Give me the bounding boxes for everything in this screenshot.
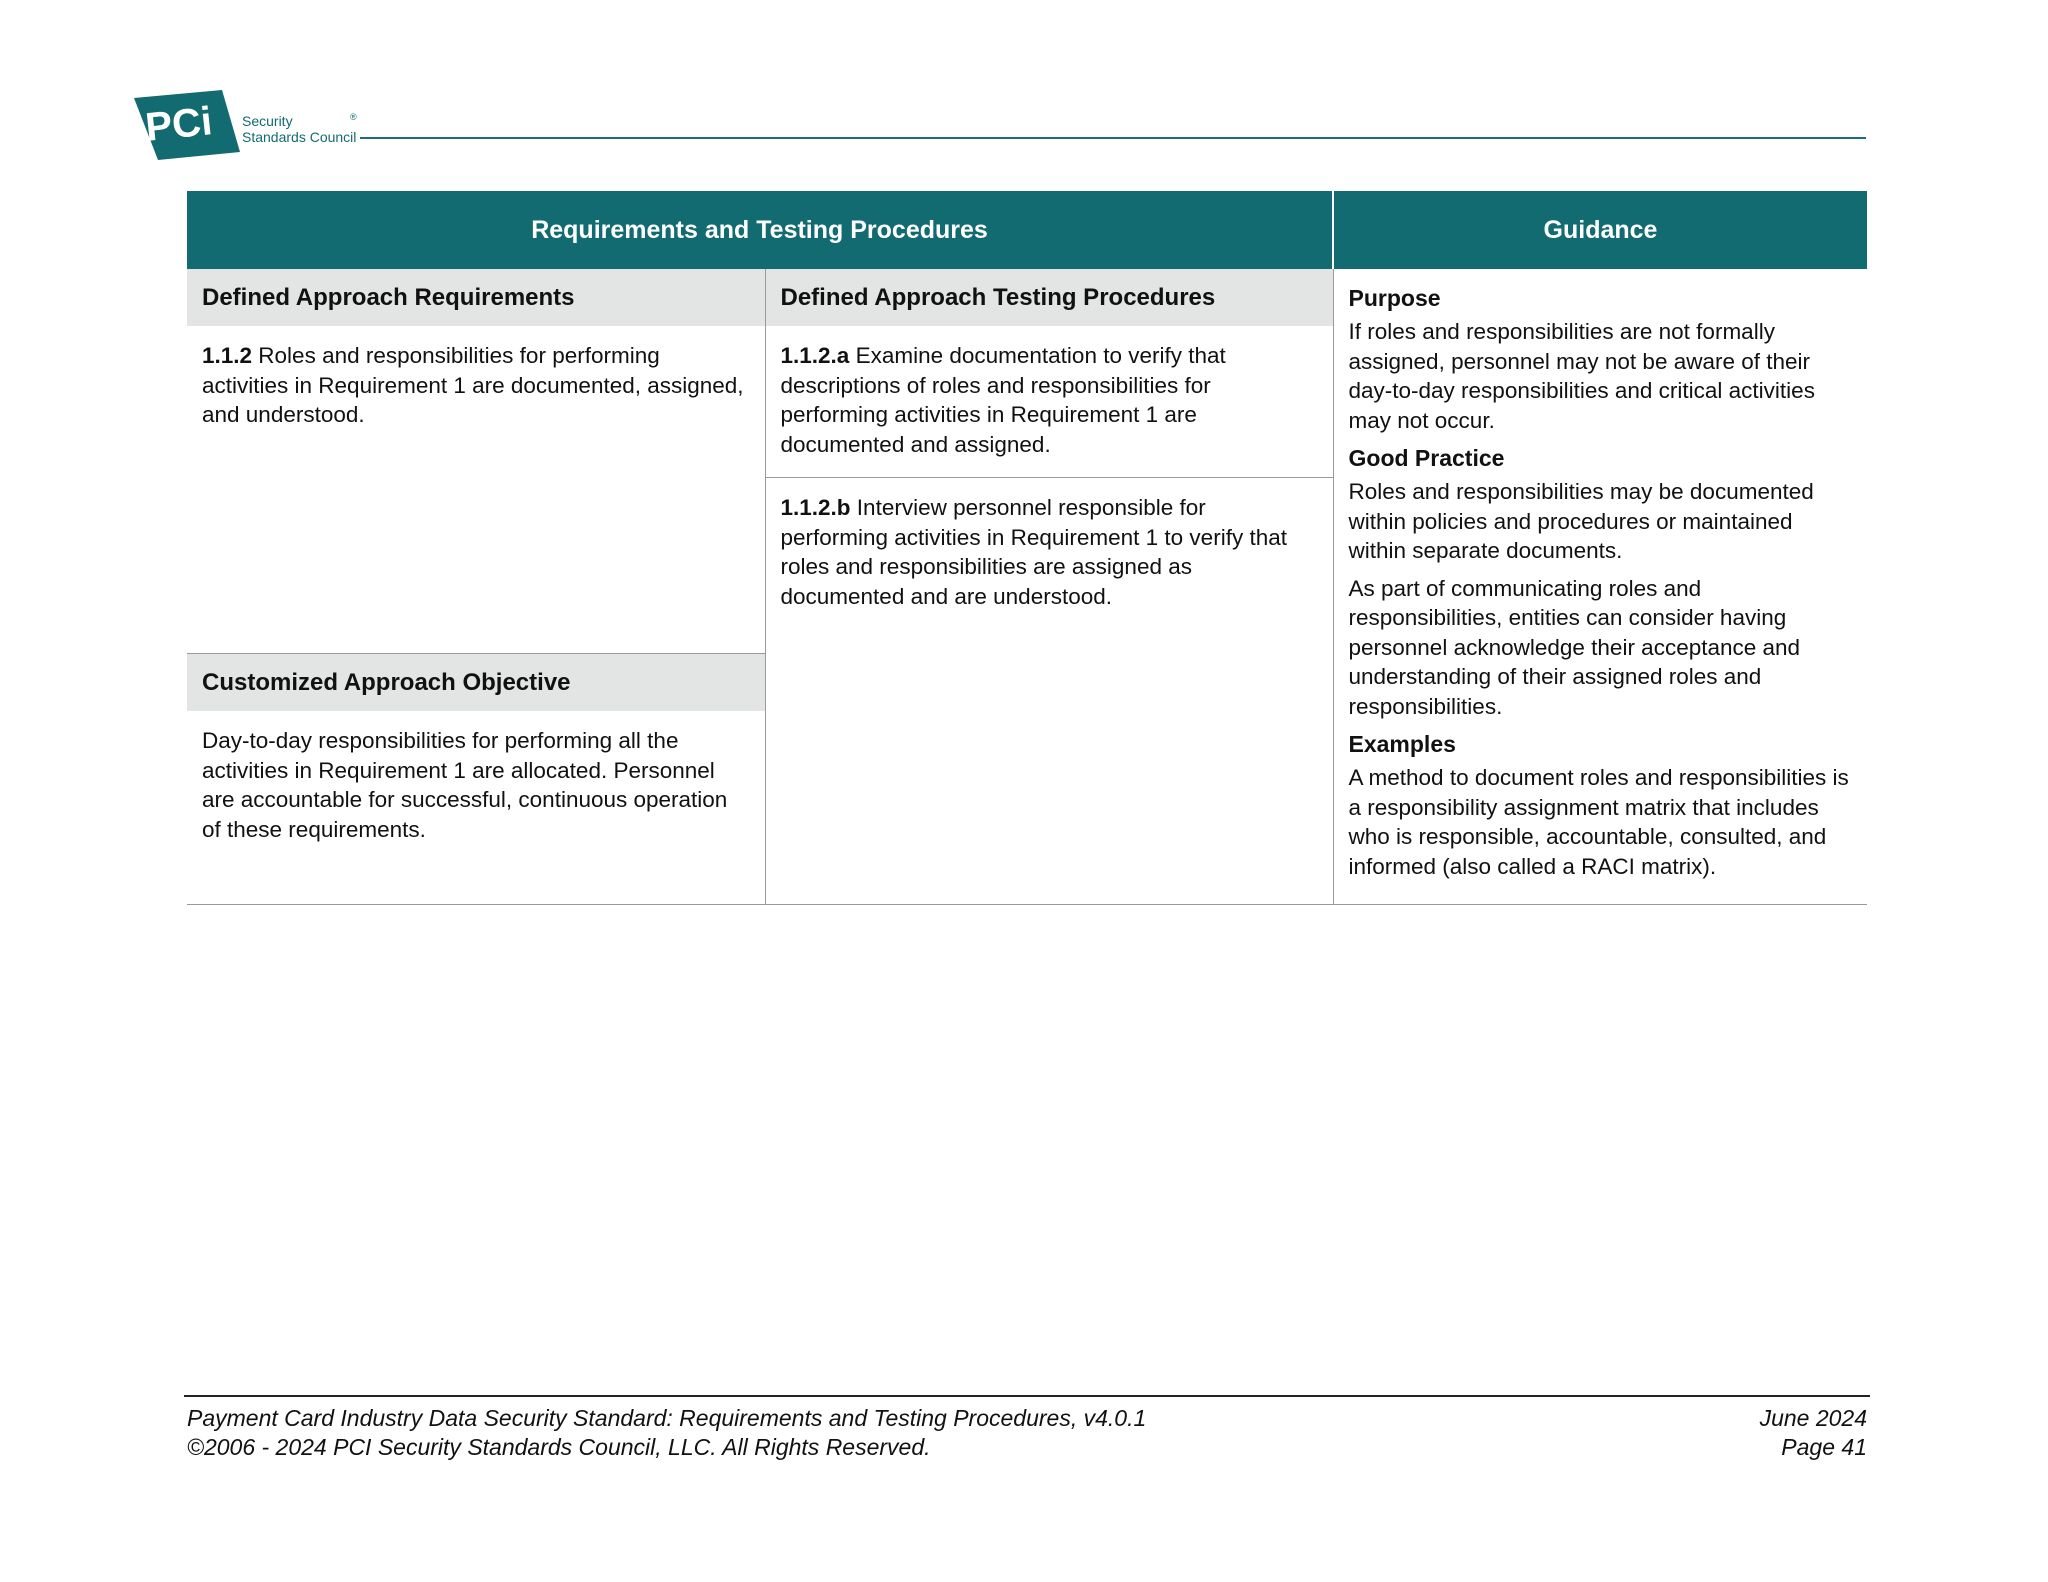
testing-procedure-b-cell bbox=[765, 478, 1333, 905]
customized-objective-text: Day-to-day responsibilities for performing all the activities in Requirement 1 are allocated. Personnel are accountable for successful, continuous operation of these requirements. bbox=[202, 728, 728, 842]
testing-procedure-a-text: Examine documentation to verify that descriptions of roles and responsibilities for performing activities in Requirement 1 are documented and assigned. bbox=[780, 343, 1226, 457]
testing-procedure-b-text: Interview personnel responsible for performing activities in Requirement 1 to verify that roles and responsibilities are assigned as documented and are understood. bbox=[780, 495, 1287, 609]
guidance-cell bbox=[1333, 269, 1867, 905]
guidance-purpose-title: Purpose bbox=[1348, 285, 1441, 311]
requirements-table bbox=[187, 191, 1867, 905]
customized-objective-cell bbox=[187, 711, 765, 905]
footer-copyright: ©2006 - 2024 PCI Security Standards Council, LLC. All Rights Reserved. bbox=[187, 1434, 931, 1460]
requirement-text: Roles and responsibilities for performing activities in Requirement 1 are documented, assigned, and understood. bbox=[202, 343, 744, 427]
logo-registered-mark: ® bbox=[350, 112, 357, 122]
guidance-examples-text: A method to document roles and responsibilities is a responsibility assignment matrix that includes who is responsible, accountable, consulted, and informed (also called a RACI matrix). bbox=[1348, 765, 1849, 879]
header-requirements-testing: Requirements and Testing Procedures bbox=[187, 191, 1333, 269]
pci-logo-graphic bbox=[134, 90, 364, 165]
guidance-good-practice-title: Good Practice bbox=[1348, 445, 1505, 471]
footer-left bbox=[187, 1404, 1146, 1462]
testing-procedure-b-id: 1.1.2.b bbox=[780, 495, 851, 520]
guidance-examples-title: Examples bbox=[1348, 731, 1456, 757]
page-header bbox=[0, 0, 2048, 170]
footer-right bbox=[1760, 1404, 1867, 1462]
pci-logo bbox=[134, 90, 364, 165]
testing-procedure-a-id: 1.1.2.a bbox=[780, 343, 850, 368]
logo-line1: Security bbox=[242, 113, 293, 129]
header-guidance: Guidance bbox=[1333, 191, 1867, 269]
guidance-good-practice-text-1: Roles and responsibilities may be documented within policies and procedures or maintained within separate documents. bbox=[1348, 479, 1814, 563]
table-row bbox=[187, 269, 1867, 326]
footer-page-number: Page 41 bbox=[1781, 1434, 1867, 1460]
footer-date: June 2024 bbox=[1759, 1405, 1867, 1431]
testing-procedure-a-cell bbox=[765, 326, 1333, 478]
defined-requirements-title: Defined Approach Requirements bbox=[187, 269, 765, 326]
guidance-purpose-text: If roles and responsibilities are not formally assigned, personnel may not be aware of their day-to-day responsibilities and critical activities may not occur. bbox=[1348, 319, 1815, 433]
table-header-row bbox=[187, 191, 1867, 269]
customized-objective-title: Customized Approach Objective bbox=[187, 654, 765, 712]
logo-line2: Standards Council bbox=[242, 129, 357, 145]
logo-brand-text: PCi bbox=[143, 99, 215, 150]
header-rule bbox=[360, 137, 1866, 139]
footer-document-title: Payment Card Industry Data Security Standard: Requirements and Testing Procedures, v4.0.1 bbox=[187, 1405, 1147, 1431]
requirement-id: 1.1.2 bbox=[202, 343, 253, 368]
defined-requirement-cell bbox=[187, 326, 765, 654]
guidance-good-practice-text-2: As part of communicating roles and responsibilities, entities can consider having personnel acknowledge their acceptance and understanding of their assigned roles and responsibilities. bbox=[1348, 575, 1801, 719]
footer-rule bbox=[184, 1395, 1870, 1397]
testing-procedures-title: Defined Approach Testing Procedures bbox=[765, 269, 1333, 326]
